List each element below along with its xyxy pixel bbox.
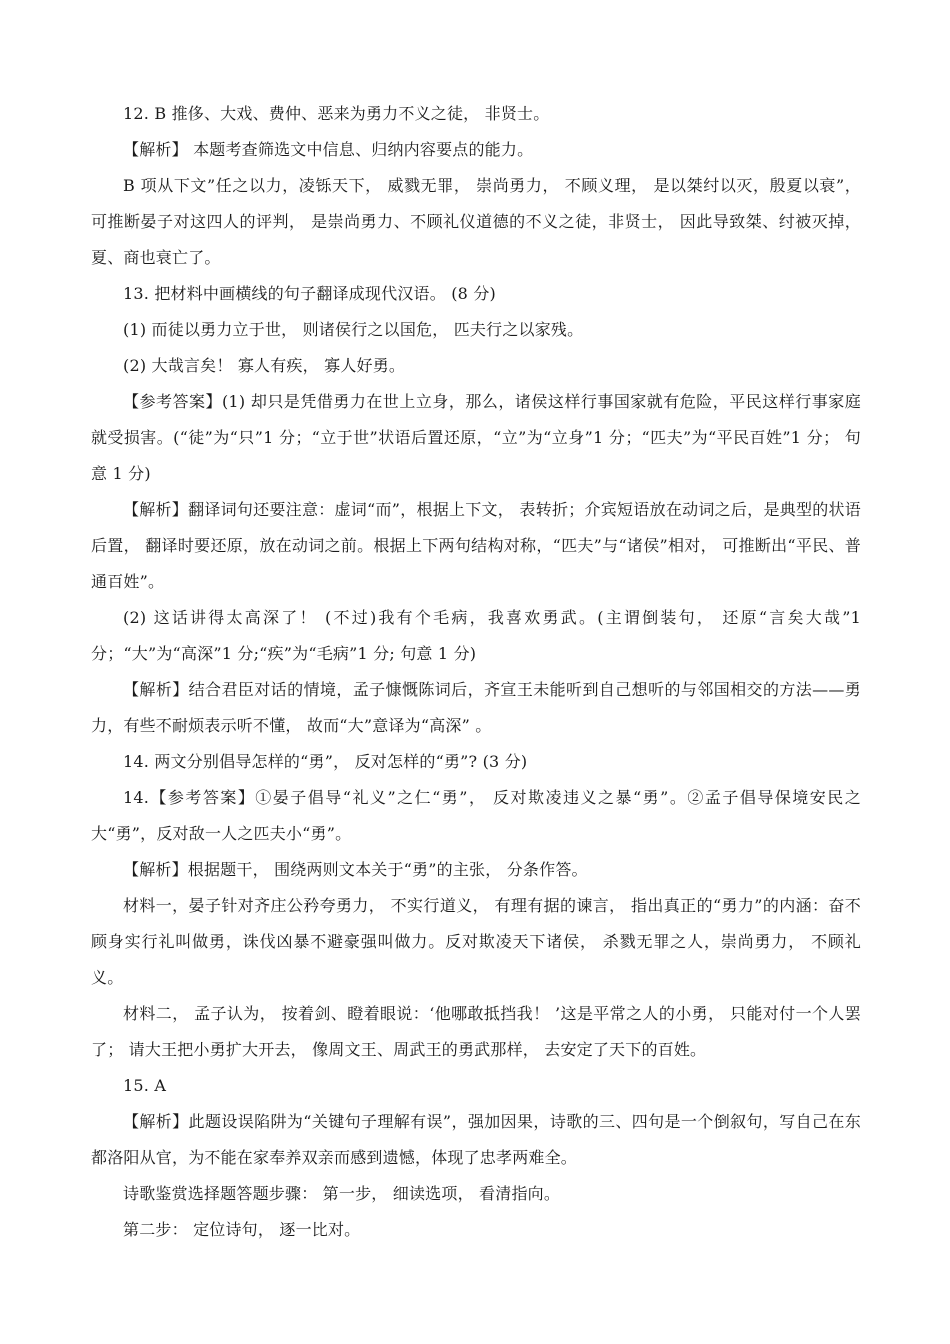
question-13: 13. 把材料中画横线的句子翻译成现代汉语。 (8 分)	[123, 284, 496, 303]
poetry-step-2: 第二步： 定位诗句， 逐一比对。	[123, 1220, 361, 1239]
analysis-14-material-2: 材料二， 孟子认为， 按着剑、瞪着眼说：‘他哪敢抵挡我！ ’这是平常之人的小勇， 只能对付一个人罢了； 请大王把小勇扩大开去， 像周文王、周武王的勇武那样， 去安定了天下的百姓。	[91, 1004, 861, 1059]
analysis-13-1: 【解析】翻译词句还要注意：虚词“而”，根据上下文， 表转折；介宾短语放在动词之后，是典型的状语后置， 翻译时要还原，放在动词之前。根据上下两句结构对称，“匹夫”与“诸侯”相对， 可推断出“平民、普通百姓”。	[91, 500, 861, 591]
answer-13-2: (2) 这话讲得太高深了！ (不过)我有个毛病，我喜欢勇武。(主谓倒装句， 还原“言矣大哉”1 分；“大”为“高深”1 分;“疾”为“毛病”1 分; 句意 1 分)	[91, 608, 861, 663]
answer-15: 15. A	[123, 1076, 167, 1095]
document-page	[91, 96, 861, 1248]
analysis-13-2: 【解析】结合君臣对话的情境，孟子慷慨陈词后，齐宣王未能听到自己想听的与邻国相交的方法——勇力，有些不耐烦表示听不懂， 故而“大”意译为“高深” 。	[91, 680, 861, 735]
analysis-14-material-1: 材料一，晏子针对齐庄公矜夸勇力， 不实行道义， 有理有据的谏言， 指出真正的“勇力”的内涵：奋不顾身实行礼叫做勇，诛伐凶暴不避豪强叫做力。反对欺凌天下诸侯， 杀戮无罪之人，崇尚勇力， 不顾礼义。	[91, 896, 861, 987]
question-14: 14. 两文分别倡导怎样的“勇”， 反对怎样的“勇”? (3 分)	[123, 752, 528, 771]
analysis-15: 【解析】此题设误陷阱为“关键句子理解有误”，强加因果，诗歌的三、四句是一个倒叙句，写自己在东都洛阳从官，为不能在家奉养双亲而感到遗憾，体现了忠孝两难全。	[91, 1112, 861, 1167]
answer-12: 12. B 推侈、大戏、费仲、恶来为勇力不义之徒， 非贤士。	[123, 104, 550, 123]
question-13-sentence-1: (1) 而徒以勇力立于世， 则诸侯行之以国危， 匹夫行之以家残。	[123, 320, 584, 339]
analysis-12-body: B 项从下文”任之以力，凌铄天下， 威戮无罪， 崇尚勇力， 不顾义理， 是以桀纣以灭，殷夏以衰”， 可推断晏子对这四人的评判， 是崇尚勇力、不顾礼仪道德的不义之徒，非贤士， 因此导致桀、纣被灭掉， 夏、商也衰亡了。	[91, 176, 861, 267]
analysis-14: 【解析】根据题干， 围绕两则文本关于“勇”的主张， 分条作答。	[123, 860, 588, 879]
question-13-sentence-2: (2) 大哉言矣！ 寡人有疾， 寡人好勇。	[123, 356, 406, 375]
poetry-step-1: 诗歌鉴赏选择题答题步骤： 第一步， 细读选项， 看清指向。	[123, 1184, 561, 1203]
analysis-12-heading: 【解析】 本题考查筛选文中信息、归纳内容要点的能力。	[123, 140, 534, 159]
answer-14: 14.【参考答案】①晏子倡导“礼义”之仁“勇”， 反对欺凌违义之暴“勇”。②孟子倡导保境安民之大“勇”，反对敌一人之匹夫小“勇”。	[91, 788, 861, 843]
answer-13-1: 【参考答案】(1) 却只是凭借勇力在世上立身，那么，诸侯这样行事国家就有危险，平民这样行事家庭就受损害。(“徒”为“只”1 分；“立于世”状语后置还原，“立”为“立身”1 分；“匹夫”为“平民百姓”1 分； 句意 1 分)	[91, 392, 861, 483]
